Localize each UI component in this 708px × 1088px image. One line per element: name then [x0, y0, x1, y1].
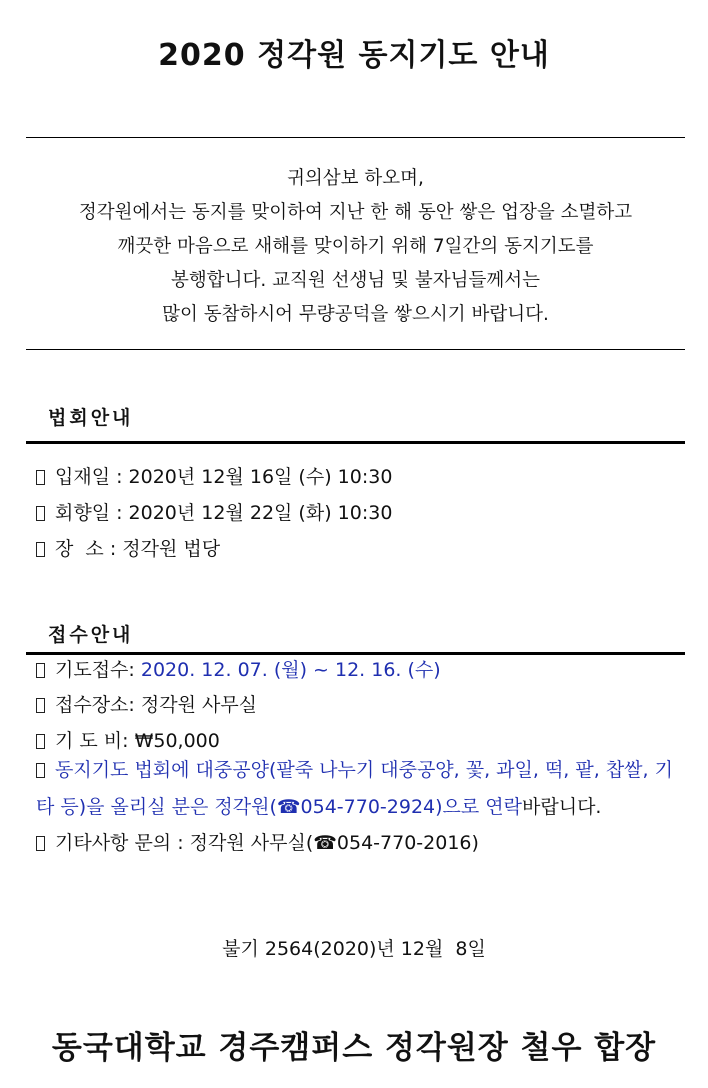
- registration-place-item: [36, 690, 257, 717]
- intro-line: 많이 동참하시어 무량공덕을 쌓으시기 바랍니다.: [162, 304, 549, 325]
- divider-top: [26, 137, 685, 138]
- registration-place-label: 접수장소:: [55, 694, 135, 716]
- checkbox-icon: [36, 542, 45, 557]
- document-date: 불기 2564(2020)년 12월 8일: [222, 938, 486, 960]
- checkbox-icon: [36, 470, 45, 485]
- registration-fee-item: [36, 726, 220, 753]
- registration-fee-value: ₩50,000: [134, 730, 220, 752]
- registration-fee-label: 기 도 비:: [55, 730, 129, 752]
- ceremony-heading-rule: [26, 441, 685, 444]
- checkbox-icon: [36, 734, 45, 749]
- ceremony-start-item: 입재일 : 2020년 12월 16일 (수) 10:30: [36, 462, 392, 489]
- checkbox-icon: [36, 663, 45, 678]
- page-title: 2020 정각원 동지기도 안내: [158, 38, 550, 73]
- registration-heading: 접수안내: [48, 624, 134, 646]
- signature-line: 동국대학교 경주캠퍼스 정각원장 철우 합장: [51, 1030, 657, 1066]
- ceremony-end-label: 회향일: [55, 502, 111, 524]
- intro-line: 깨끗한 마음으로 새해를 맞이하기 위해 7일간의 동지기도를: [117, 236, 594, 257]
- registration-offering-text: 동지기도 법회에 대중공양(팥죽 나누기 대중공양, 꽃, 과일, 떡, 팥, 찹쌀, 기타 등)을 올리실 분은 정각원(☎054-770-2924)으로 연락: [36, 759, 673, 818]
- registration-inquiry-value: 정각원 사무실(☎054-770-2016): [189, 832, 479, 854]
- checkbox-icon: [36, 698, 45, 713]
- registration-period-item: [36, 655, 441, 682]
- registration-inquiry-label: 기타사항 문의 :: [55, 832, 184, 854]
- ceremony-end-item: 회향일 : 2020년 12월 22일 (화) 10:30: [36, 498, 392, 525]
- registration-period-label: 기도접수:: [55, 659, 135, 681]
- ceremony-end-value: 2020년 12월 22일 (화) 10:30: [128, 502, 393, 524]
- checkbox-icon: [36, 763, 45, 778]
- intro-line: 정각원에서는 동지를 맞이하여 지난 한 해 동안 쌓은 업장을 소멸하고: [78, 202, 633, 223]
- registration-period-value: 2020. 12. 07. (월) ~ 12. 16. (수): [140, 659, 441, 681]
- intro-line: 귀의삼보 하오며,: [287, 168, 424, 189]
- divider-intro-bottom: [26, 349, 685, 350]
- ceremony-place-item: 장 소 : 정각원 법당: [36, 534, 220, 561]
- ceremony-heading: 법회안내: [48, 407, 134, 429]
- ceremony-place-label: 장 소: [55, 538, 104, 560]
- registration-inquiry-item: [36, 828, 479, 855]
- registration-offering-item: [36, 752, 688, 826]
- registration-place-value: 정각원 사무실: [140, 694, 258, 716]
- intro-line: 봉행합니다. 교직원 선생님 및 불자님들께서는: [171, 270, 540, 291]
- checkbox-icon: [36, 836, 45, 851]
- intro-message: [26, 162, 685, 332]
- ceremony-place-value: 정각원 법당: [122, 538, 221, 560]
- registration-offering-suffix: 바랍니다.: [522, 796, 602, 818]
- ceremony-start-value: 2020년 12월 16일 (수) 10:30: [128, 466, 393, 488]
- ceremony-start-label: 입재일: [55, 466, 111, 488]
- checkbox-icon: [36, 506, 45, 521]
